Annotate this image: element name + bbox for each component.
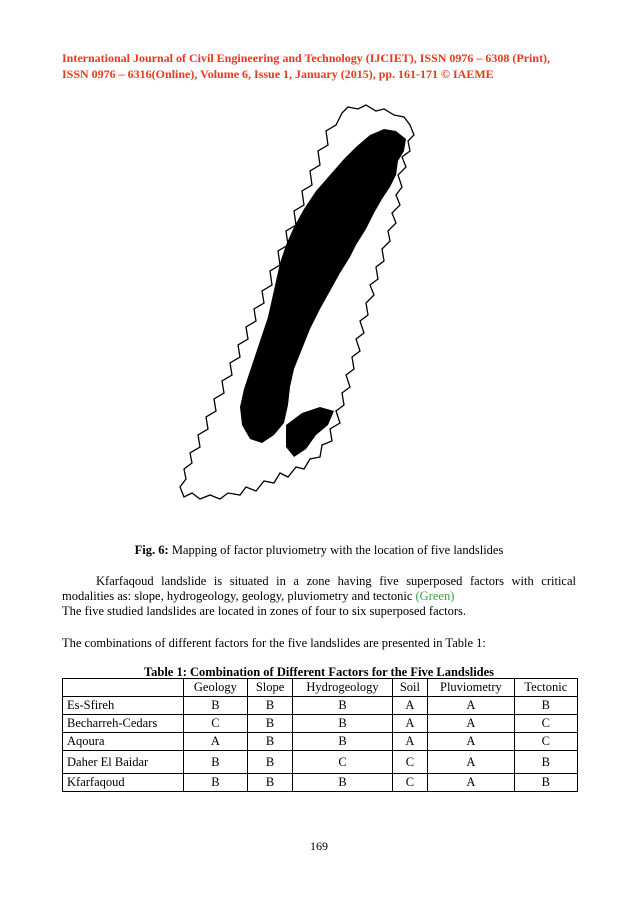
header-cell: Pluviometry [428,679,514,697]
cell: C [514,733,577,751]
table-row [63,715,578,733]
cell: C [514,715,577,733]
cell: B [514,774,577,792]
table-row [63,733,578,751]
cell: C [392,751,428,774]
paragraph-3: The combinations of different factors for the five landslides are presented in Table 1: [62,636,486,650]
row-name: Aqoura [63,733,184,751]
cell: B [184,697,248,715]
table-row [63,774,578,792]
journal-header [62,50,576,82]
paragraph-2: The five studied landslides are located in zones of four to six superposed factors. [62,604,467,618]
cell: B [184,751,248,774]
figure-caption-text: Mapping of factor pluviometry with the location of five landslides [168,543,504,557]
header-cell: Soil [392,679,428,697]
cell: A [428,774,514,792]
cell: A [428,733,514,751]
header-cell: Geology [184,679,248,697]
cell: B [293,697,392,715]
cell: A [392,733,428,751]
green-label: (Green) [415,589,455,603]
cell: C [392,774,428,792]
cell: A [392,697,428,715]
header-line-2: ISSN 0976 – 6316(Online), Volume 6, Issue 1, January (2015), pp. 161-171 © IAEME [62,67,494,81]
cell: B [247,715,293,733]
paragraph-1-line-2: modalities as: slope, hydrogeology, geology, pluviometry and tectonic [62,589,416,603]
table-title: Table 1: Combination of Different Factors for the Five Landslides [143,665,495,679]
cell: A [184,733,248,751]
cell: B [247,697,293,715]
cell: A [428,751,514,774]
paragraph-kfarfaqoud [62,574,576,604]
cell: B [293,715,392,733]
cell: B [293,774,392,792]
table-row [63,751,578,774]
cell: B [247,751,293,774]
cell: B [514,751,577,774]
cell: A [428,697,514,715]
header-cell [63,679,184,697]
cell: C [184,715,248,733]
cell: B [184,774,248,792]
header-cell: Tectonic [514,679,577,697]
cell: B [293,733,392,751]
figure-caption [0,543,638,558]
cell: A [392,715,428,733]
table-row [63,697,578,715]
header-line-1: International Journal of Civil Engineering and Technology (IJCIET), ISSN 0976 – 6308 (Print), [62,51,551,65]
lebanon-pluviometry-map [170,95,470,525]
paragraph-1-line-1: Kfarfaqoud landslide is situated in a zone having five superposed factors with critical [96,574,576,588]
row-name: Daher El Baidar [63,751,184,774]
cell: A [428,715,514,733]
figure-label: Fig. 6: [134,543,169,557]
page-number: 169 [310,839,328,853]
row-name: Becharreh-Cedars [63,715,184,733]
row-name: Kfarfaqoud [63,774,184,792]
table-header-row [63,679,578,697]
cell: B [247,733,293,751]
cell: B [514,697,577,715]
row-name: Es-Sfireh [63,697,184,715]
cell: C [293,751,392,774]
factors-table [62,678,578,792]
cell: B [247,774,293,792]
header-cell: Hydrogeology [293,679,392,697]
header-cell: Slope [247,679,293,697]
